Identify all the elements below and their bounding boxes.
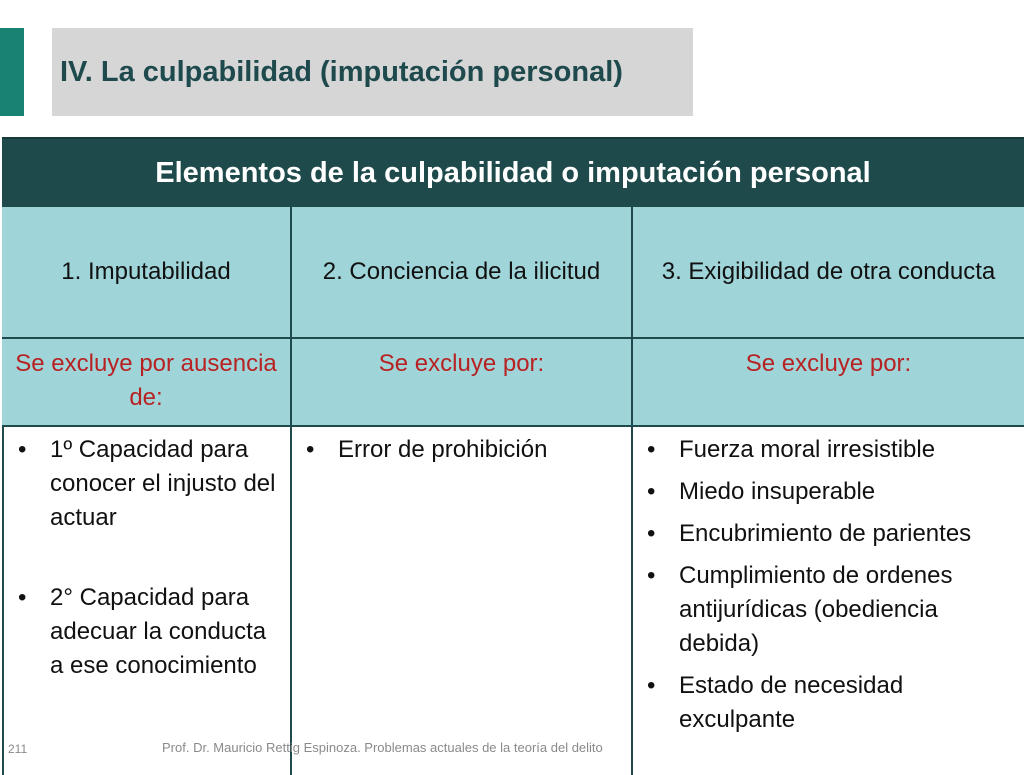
list-item: • Fuerza moral irresistible [633,433,1024,467]
items-row [2,425,1024,775]
label-conciencia: 2. Conciencia de la ilicitud [292,207,633,337]
list-item: • Miedo insuperable [633,475,1024,509]
bullet-list [633,433,1024,737]
title-box [52,28,693,116]
items-conciencia [292,425,633,775]
slide-title: IV. La culpabilidad (imputación personal) [60,55,623,88]
bullet-list [4,433,290,683]
list-item: • Estado de necesidad exculpante [633,669,1024,737]
list-item: • Encubrimiento de parientes [633,517,1024,551]
exclusion-conciencia: Se excluye por: [292,337,633,425]
exclusion-exigibilidad: Se excluye por: [633,337,1024,425]
list-item: • 1º Capacidad para conocer el injusto del actuar [4,433,290,535]
list-item: • Error de prohibición [292,433,631,467]
slide-number: 211 [8,742,28,756]
label-exigibilidad: 3. Exigibilidad de otra conducta [633,207,1024,337]
element-labels-row [2,207,1024,337]
list-item: • Cumplimiento de ordenes antijurídicas (obediencia debida) [633,559,1024,661]
items-exigibilidad [633,425,1024,775]
bullet-list [292,433,631,467]
exclusion-row [2,337,1024,425]
table-heading: Elementos de la culpabilidad o imputación personal [2,137,1024,207]
label-imputabilidad: 1. Imputabilidad [2,207,292,337]
accent-bar [0,28,24,116]
culpability-table [2,137,1024,775]
list-item: • 2° Capacidad para adecuar la conducta a ese conocimiento [4,581,290,683]
items-imputabilidad [2,425,292,775]
footer-text: Prof. Dr. Mauricio Rettig Espinoza. Problemas actuales de la teoría del delito [162,740,603,755]
exclusion-imputabilidad: Se excluye por ausencia de: [2,337,292,425]
